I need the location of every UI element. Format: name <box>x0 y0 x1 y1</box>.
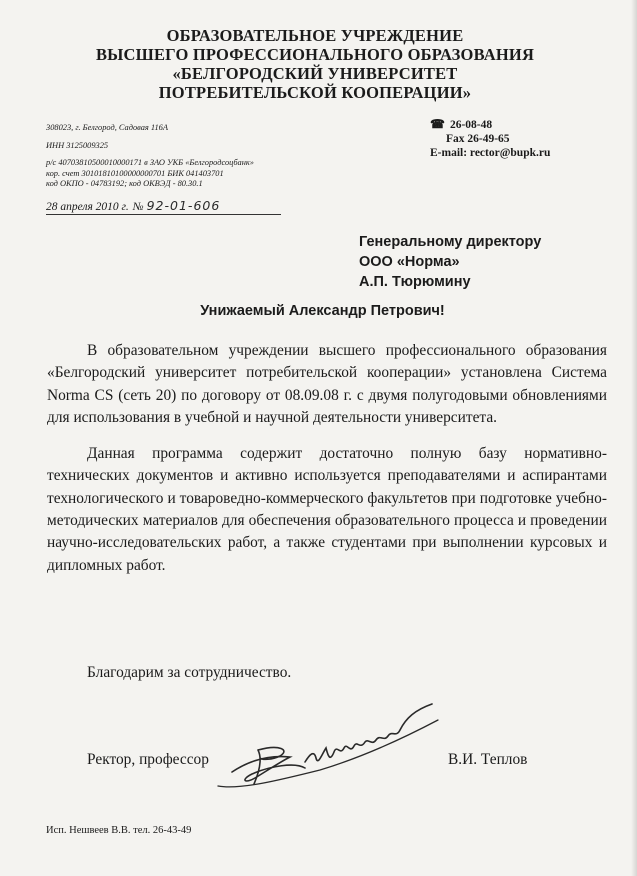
handwritten-number: 92-01-606 <box>146 198 221 213</box>
email: E-mail: rector@bupk.ru <box>430 147 551 159</box>
bank-account: р/с 40703810500010000171 в ЗАО УКБ «Белгородсоцбанк» <box>46 158 254 168</box>
org-title-line-3: «БЕЛГОРОДСКИЙ УНИВЕРСИТЕТ <box>172 64 458 83</box>
organization-title <box>95 26 535 102</box>
addressee-line-2: ООО «Норма» <box>359 254 460 270</box>
body-paragraph-1: В образовательном учреждении высшего профессионального образования «Белгородский университет потребительской кооперации» установлена Система Norma CS (сеть 20) по договору от 08.09.08 г. с двумя полугодовыми обновлениями для использования в учебной и научной деятельности университета. <box>47 342 607 426</box>
handwritten-signature <box>210 700 450 795</box>
bank-requisites <box>46 123 376 190</box>
phone-icon: ☎ <box>430 117 445 131</box>
corr-account: кор. счет 30101810100000000701 БИК 041403701 <box>46 168 224 178</box>
org-title-line-1: ОБРАЗОВАТЕЛЬНОЕ УЧРЕЖДЕНИЕ <box>166 26 464 45</box>
address: 308023, г. Белгород, Садовая 116А <box>46 123 168 132</box>
org-title-line-4: ПОТРЕБИТЕЛЬСКОЙ КООПЕРАЦИИ» <box>158 83 472 102</box>
addressee-line-1: Генеральному директору <box>359 234 542 250</box>
salutation: Унижаемый Александр Петрович! <box>200 303 445 319</box>
phone <box>430 117 630 132</box>
signer-role: Ректор, профессор <box>87 751 209 768</box>
executor-line: Исп. Нешвеев В.В. тел. 26-43-49 <box>46 825 192 836</box>
signer-name: В.И. Теплов <box>448 751 528 768</box>
letter-body <box>47 340 607 591</box>
phone-number: 26-08-48 <box>449 119 493 131</box>
number-sign: № <box>132 201 144 213</box>
addressee <box>359 232 619 292</box>
body-paragraph-2: Данная программа содержит достаточно полную базу нормативно-технических документов и активно используется преподавателями и аспирантами технологического и товароведно-коммерческого факультетов при подготовке учебно-методических материалов для обеспечения образовательного процесса и проведении научно-исследовательских работ, а также студентами при выполнении курсовых и дипломных работ. <box>47 445 607 574</box>
fax: Fax 26-49-65 <box>446 133 510 145</box>
thanks-line: Благодарим за сотрудничество. <box>87 664 292 681</box>
org-title-line-2: ВЫСШЕГО ПРОФЕССИОНАЛЬНОГО ОБРАЗОВАНИЯ <box>95 45 535 64</box>
scan-edge-shadow <box>631 0 637 876</box>
inn: ИНН 3125009325 <box>46 140 109 150</box>
contact-block <box>430 117 630 160</box>
outgoing-date: 28 апреля 2010 г. <box>46 201 129 213</box>
codes: код ОКПО - 04783192; код ОКВЭД - 80.30.1 <box>46 179 203 189</box>
outgoing-date-number <box>46 198 281 215</box>
addressee-line-3: А.П. Тюрюмину <box>359 274 471 290</box>
